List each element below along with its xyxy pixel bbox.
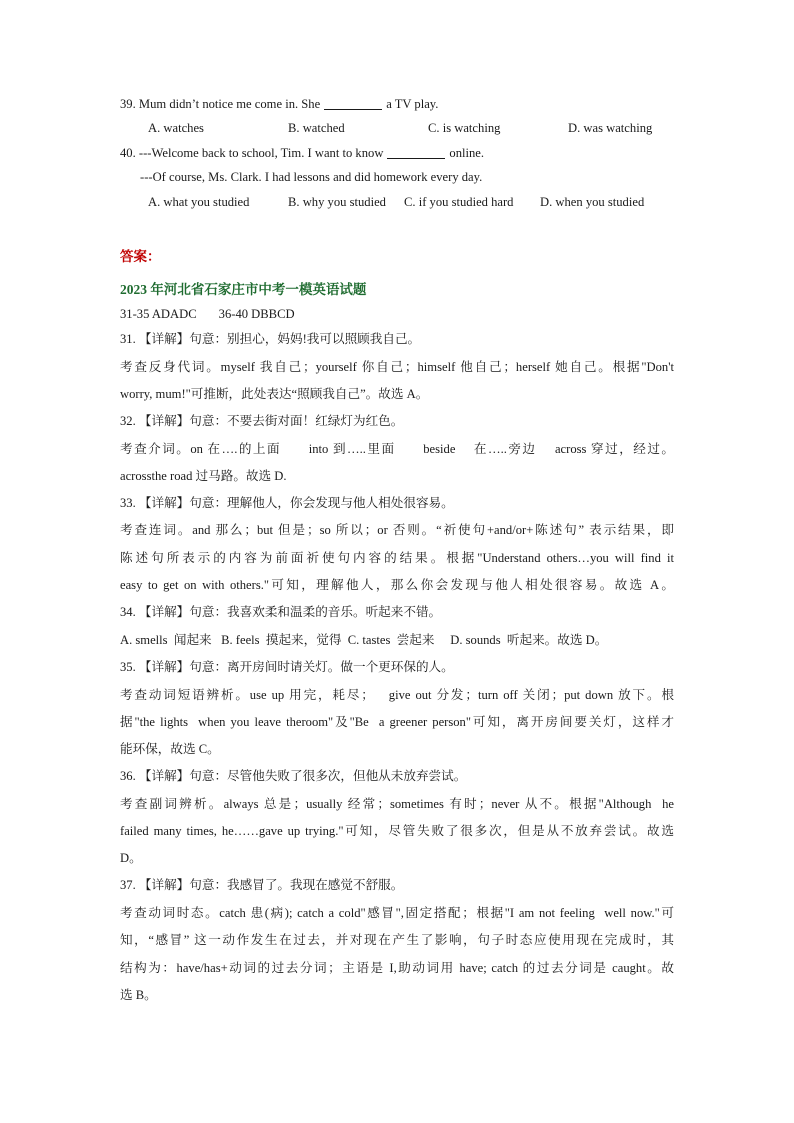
explanation-line: 知，“感冒” 这一动作发生在过去，并对现在产生了影响，句子时态应使用现在完成时，其 [120, 933, 674, 947]
explanation-line: worry, mum!"可推断，此处表达“照顾我自己”。故选 A。 [120, 387, 429, 401]
answer-blank [324, 97, 382, 110]
explanation-line: 37. 【详解】句意：我感冒了。我现在感觉不舒服。 [120, 878, 404, 892]
explanation-line: easy to get on with others."可知，理解他人，那么你会发现与他人相处很容易。故选 A。 [120, 578, 674, 592]
question-39-stem-start: 39. Mum didn’t notice me come in. She [120, 97, 321, 111]
question-39-option-d: D. was watching [568, 121, 653, 135]
question-40-stem [120, 145, 484, 161]
answer-heading: 答案： [120, 249, 161, 265]
question-40-stem-end: online. [449, 146, 485, 160]
question-40-option-d: D. when you studied [540, 195, 645, 209]
explanation-line: 据"the lights when you leave theroom"及"Be a greener person"可知，离开房间要关灯，这样才 [120, 715, 674, 729]
explanation-line: 考查介词。on 在….的上面 into 到…..里面 beside 在…..旁边 across 穿过，经过。 [120, 442, 674, 456]
explanation-line: 陈述句所表示的内容为前面祈使句内容的结果。根据"Understand others…you will find it [120, 551, 674, 565]
question-39-option-b: B. watched [288, 121, 345, 135]
explanation-line: 结构为：have/has+动词的过去分词；主语是 I,助动词用 have; catch 的过去分词是 caught。故 [120, 961, 674, 975]
explanation-line: 36. 【详解】句意：尽管他失败了很多次，但他从未放弃尝试。 [120, 769, 467, 783]
explanation-line: 32. 【详解】句意：不要去街对面！红绿灯为红色。 [120, 414, 404, 428]
question-40-reply: ---Of course, Ms. Clark. I had lessons and did homework every day. [140, 170, 483, 184]
explanation-line: 选 B。 [120, 988, 157, 1002]
question-40-option-a: A. what you studied [148, 195, 250, 209]
explanation-line: A. smells 闻起来 B. feels 摸起来，觉得 C. tastes 尝起来 D. sounds 听起来。故选 D。 [120, 633, 608, 647]
answer-keys: 31-35 ADADC 36-40 DBBCD [120, 307, 295, 321]
explanation-line: failed many times, he……gave up trying."可知，尽管失败了很多次，但是从不放弃尝试。故选 [120, 824, 674, 838]
question-39-stem-end: a TV play. [386, 97, 439, 111]
question-39-stem [120, 96, 438, 112]
answer-blank [387, 146, 445, 159]
question-40-option-c: C. if you studied hard [404, 195, 514, 209]
explanation-line: 考查反身代词。myself 我自己；yourself 你自己；himself 他自己；herself 她自己。根据"Don't [120, 360, 674, 374]
question-39-option-a: A. watches [148, 121, 204, 135]
explanation-line: 35. 【详解】句意：离开房间时请关灯。做一个更环保的人。 [120, 660, 454, 674]
question-39-option-c: C. is watching [428, 121, 501, 135]
explanation-line: 33. 【详解】句意：理解他人，你会发现与他人相处很容易。 [120, 496, 454, 510]
explanation-line: 考查动词时态。catch 患(病); catch a cold"感冒",固定搭配；根据"I am not feeling well now."可 [120, 906, 674, 920]
explanation-line: 34. 【详解】句意：我喜欢柔和温柔的音乐。听起来不错。 [120, 605, 442, 619]
exam-title: 2023 年河北省石家庄市中考一模英语试题 [120, 282, 367, 297]
explanation-line: 考查连词。and 那么；but 但是；so 所以；or 否则。“祈使句+and/or+陈述句” 表示结果，即 [120, 523, 674, 537]
explanation-line: 31. 【详解】句意：别担心，妈妈!我可以照顾我自己。 [120, 332, 421, 346]
question-40-option-b: B. why you studied [288, 195, 386, 209]
explanation-line: 考查副词辨析。always 总是；usually 经常；sometimes 有时；never 从不。根据"Although he [120, 797, 674, 811]
question-40-stem-start: 40. ---Welcome back to school, Tim. I want to know [120, 146, 384, 160]
explanation-line: D。 [120, 851, 142, 865]
explanation-line: 考查动词短语辨析。use up 用完，耗尽； give out 分发；turn off 关闭；put down 放下。根 [120, 688, 674, 702]
explanation-line: 能环保，故选 C。 [120, 742, 220, 756]
explanation-line: acrossthe road 过马路。故选 D. [120, 469, 287, 483]
